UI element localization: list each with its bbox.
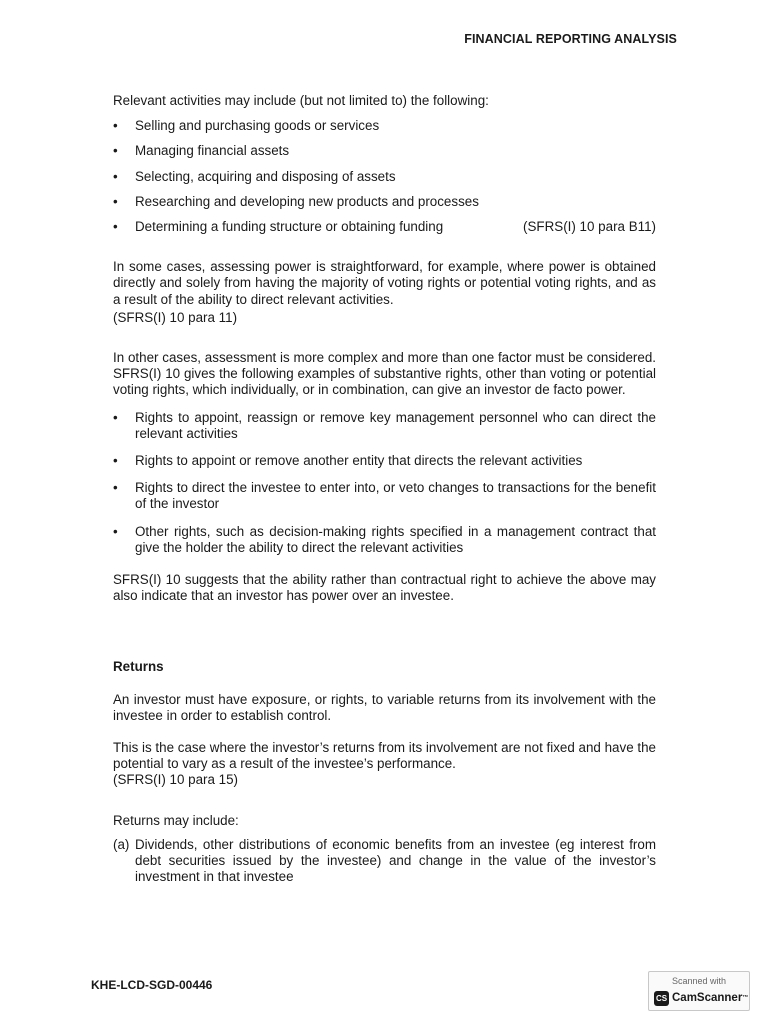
relevant-activities-intro: Relevant activities may include (but not limited to) the following: (113, 93, 489, 108)
reference-b11: (SFRS(I) 10 para B11) (523, 219, 656, 235)
scanned-with-label: Scanned with (671, 976, 727, 986)
complex-assessment-paragraph: In other cases, assessment is more complex and more than one factor must be considered. SFRS(I) 10 gives the following examples of substantive rights, other than voting or potential voting rights, which individually, or in combination, can give an investor de facto power. (113, 350, 656, 398)
reference-para-11: (SFRS(I) 10 para 11) (113, 309, 238, 325)
list-item: • Researching and developing new products and processes (113, 193, 479, 209)
ability-paragraph: SFRS(I) 10 suggests that the ability rather than contractual right to achieve the above may also indicate that an investor has power over an investee. (113, 572, 656, 604)
bullet-icon: • (113, 409, 118, 425)
returns-exposure-paragraph: An investor must have exposure, or rights, to variable returns from its involvement with the investee in order to establish control. (113, 691, 656, 723)
bullet-icon: • (113, 168, 118, 184)
bullet-icon: • (113, 193, 118, 209)
returns-list-intro: Returns may include: (113, 812, 239, 828)
camscanner-watermark (648, 971, 750, 1011)
item-text: Dividends, other distributions of economic benefits from an investee (eg interest from debt securities issued by the investee) and change in the value of the investor’s investment in that investee (135, 836, 656, 885)
list-item (113, 837, 656, 886)
bullet-icon: • (113, 143, 118, 159)
returns-variability-paragraph: This is the case where the investor’s returns from its involvement are not fixed and have the potential to vary as a result of the investee’s performance. (113, 740, 656, 772)
list-item: • Rights to direct the investee to enter into, or veto changes to transactions for the benefit of the investor (113, 480, 656, 512)
item-label: (a) (113, 836, 130, 852)
bullet-icon: • (113, 523, 118, 539)
list-item: • Managing financial assets (113, 143, 290, 159)
bullet-icon: • (113, 118, 118, 134)
substantive-rights-list (113, 410, 656, 556)
camscanner-brand: CamScanner™ (672, 992, 749, 1004)
list-item: • Selecting, acquiring and disposing of assets (113, 168, 396, 184)
list-item: • Rights to appoint or remove another entity that directs the relevant activities (113, 453, 583, 469)
reference-para-15: (SFRS(I) 10 para 15) (113, 772, 239, 788)
list-item: • Determining a funding structure or obtaining funding (SFRS(I) 10 para B11) (113, 219, 656, 235)
list-item: • Selling and purchasing goods or services (113, 118, 380, 134)
relevant-activities-list (113, 118, 656, 235)
list-item: • Rights to appoint, reassign or remove key management personnel who can direct the relevant activities (113, 409, 656, 441)
list-item: • Other rights, such as decision-making rights specified in a management contract that give the holder the ability to direct the relevant activities (113, 523, 656, 555)
returns-heading: Returns (113, 659, 164, 675)
camscanner-logo-icon: CS (654, 991, 669, 1006)
bullet-icon: • (113, 480, 118, 496)
bullet-icon: • (113, 219, 118, 235)
document-code: KHE-LCD-SGD-00446 (91, 978, 213, 992)
document-body (113, 93, 656, 886)
bullet-icon: • (113, 453, 118, 469)
page-header-title: FINANCIAL REPORTING ANALYSIS (464, 32, 677, 46)
straightforward-power-paragraph: In some cases, assessing power is straightforward, for example, where power is obtained directly and solely from having the majority of voting rights or potential voting rights, and as a result of the ability to direct relevant activities. (113, 259, 656, 307)
